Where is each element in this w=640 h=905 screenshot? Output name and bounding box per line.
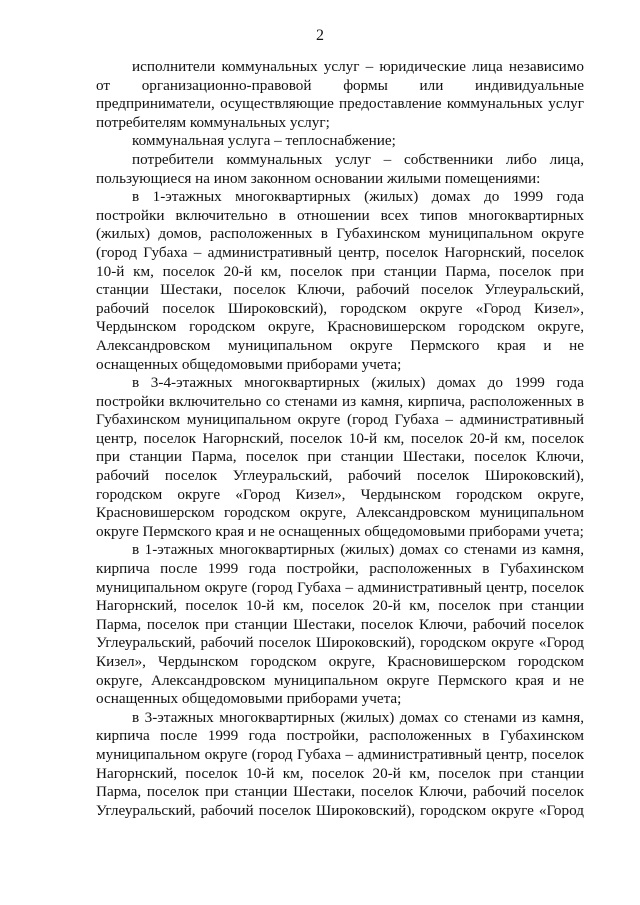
paragraph-3-4-storey-before-1999: в 3-4-этажных многоквартирных (жилых) домах до 1999 года постройки включительно со стенами из камня, кирпича, расположенных в Губахинском муниципальном округе (город Губаха – административный центр, поселок Нагорнский, поселок 10-й км, поселок 20-й км, поселок при станции Парма, поселок при станции Шестаки, поселок Ключи, рабочий поселок Углеуральский, рабочий поселок Широковский), городском округе «Город Кизел», Чердынском городском округе, Красновишерском городском округе, Александровском муниципальном округе Пермского края и не оснащенных общедомовыми приборами учета; [96,374,584,540]
paragraph-consumers: потребители коммунальных услуг – собственники либо лица, пользующиеся на ином законном основании жилыми помещениями: [96,150,584,187]
paragraph-3-storey-after-1999: в 3-этажных многоквартирных (жилых) домах со стенами из камня, кирпича после 1999 года постройки, расположенных в Губахинском муниципальном округе (город Губаха – административный центр, поселок Нагорнский, поселок 10-й км, поселок 20-й км, поселок при станции Парма, поселок при станции Шестаки, поселок Ключи, рабочий поселок Углеуральский, рабочий поселок Широковский), городском округе «Город [96,708,584,819]
document-body [96,58,584,820]
paragraph-1-storey-before-1999: в 1-этажных многоквартирных (жилых) домах до 1999 года постройки включительно в отношении всех типов многоквартирных (жилых) домов, расположенных в Губахинском муниципальном округе (город Губаха – административный центр, поселок Нагорнский, поселок 10-й км, поселок 20-й км, поселок при станции Парма, поселок при станции Шестаки, поселок Ключи, рабочий поселок Углеуральский, рабочий поселок Широковский), городском округе «Город Кизел», Чердынском городском округе, Красновишерском городском округе, Александровском муниципальном округе Пермского края и не оснащенных общедомовыми приборами учета; [96,188,584,373]
paragraph-1-storey-after-1999: в 1-этажных многоквартирных (жилых) домах со стенами из камня, кирпича после 1999 года постройки, расположенных в Губахинском муниципальном округе (город Губаха – административный центр, поселок Нагорнский, поселок 10-й км, поселок 20-й км, поселок при станции Парма, поселок при станции Шестаки, поселок Ключи, рабочий поселок Углеуральский, рабочий поселок Широковский), городском округе «Город Кизел», Чердынском городском округе, Красновишерском городском округе, Александровском муниципальном округе Пермского края и не оснащенных общедомовыми приборами учета; [96,541,584,708]
page-number: 2 [316,27,324,44]
paragraph-service-providers: исполнители коммунальных услуг – юридические лица независимо от организационно-правовой формы или индивидуальные предприниматели, осуществляющие предоставление коммунальных услуг потребителям коммунальных услуг; [96,58,584,131]
paragraph-utility-service: коммунальная услуга – теплоснабжение; [132,132,396,150]
